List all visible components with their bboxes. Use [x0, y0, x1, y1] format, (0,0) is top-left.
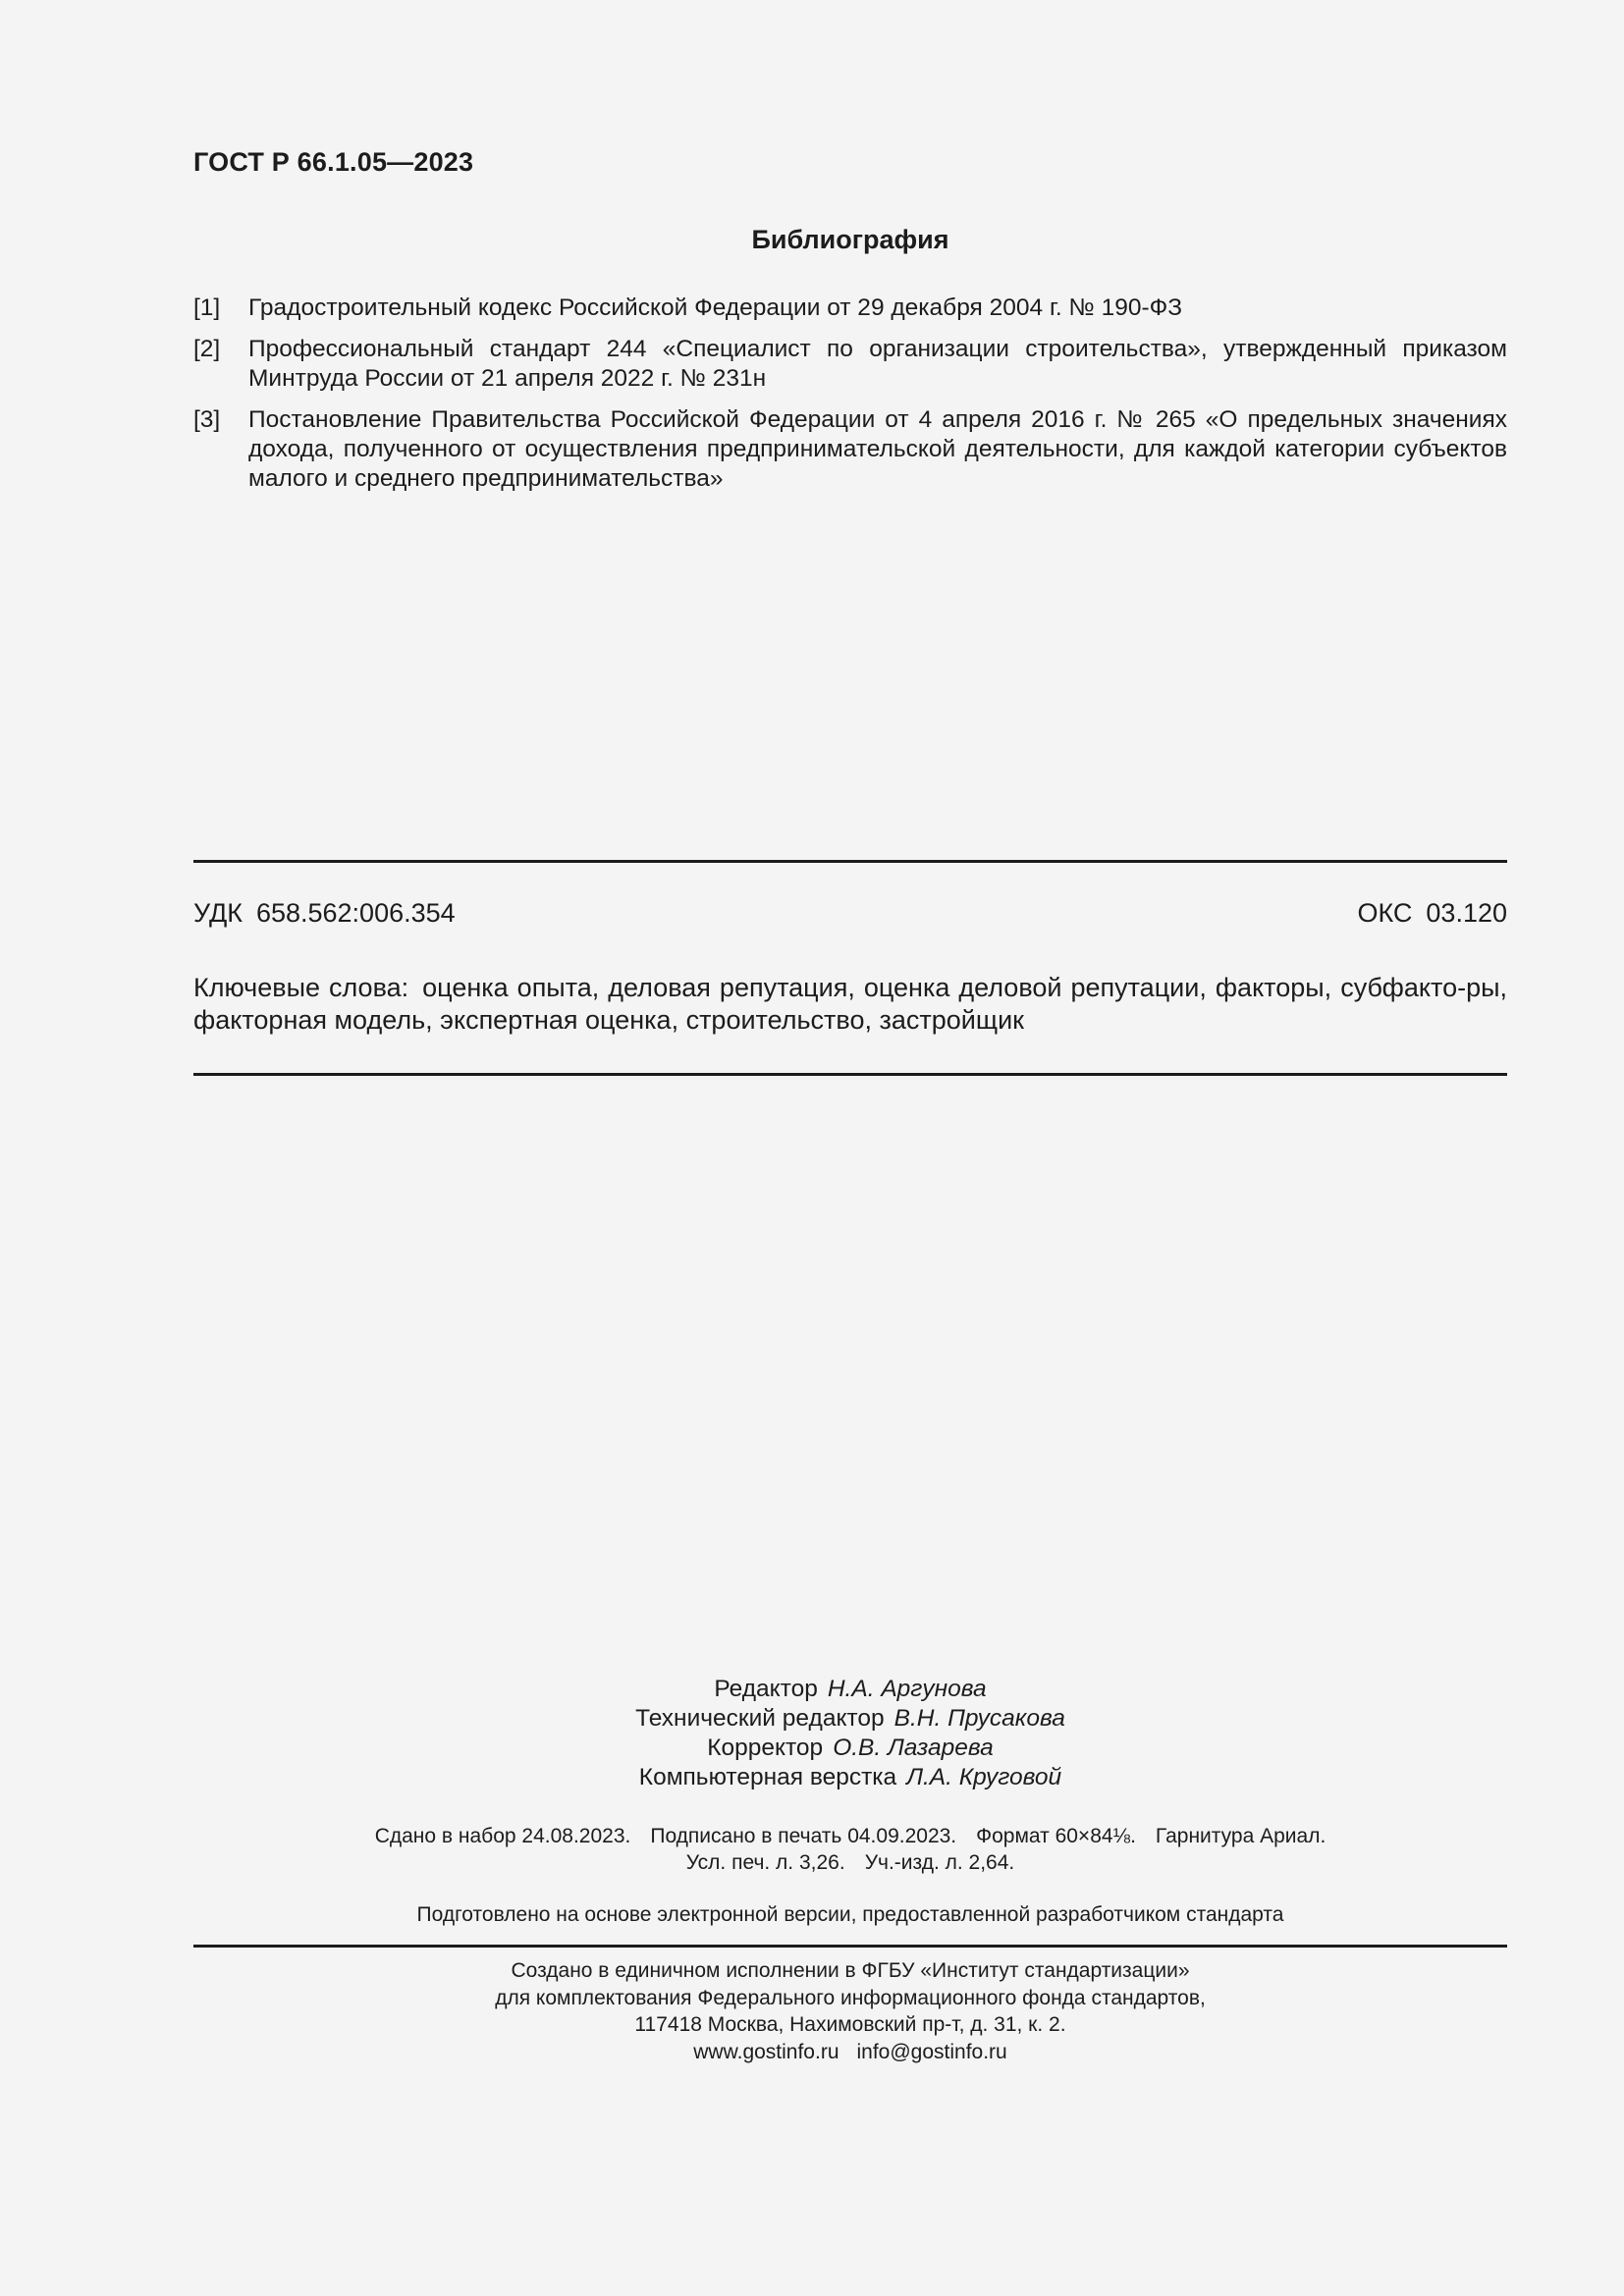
credit-role: Технический редактор — [635, 1705, 885, 1732]
credit-person: Л.А. Круговой — [906, 1764, 1062, 1790]
credit-person: О.В. Лазарева — [833, 1735, 994, 1761]
submitted-date: Сдано в набор 24.08.2023. — [374, 1825, 631, 1847]
print-info-line-2 — [193, 1849, 1507, 1876]
bibliography-item-number: [3] — [193, 406, 221, 433]
bibliography-item — [193, 335, 1507, 394]
credit-line — [193, 1704, 1507, 1734]
document-page — [193, 0, 1507, 2296]
prepared-note: Подготовлено на основе электронной версии, предоставленной разработчиком стандарта — [416, 1903, 1284, 1926]
bibliography-item-text: Профессиональный стандарт 244 «Специалист по организации строительства», утвержденный приказом Минтруда России от 21 апреля 2022 г. № 231н — [248, 336, 1507, 392]
publisher-line: Создано в единичном исполнении в ФГБУ «Институт стандартизации» — [511, 1959, 1190, 1982]
classification-row — [193, 898, 1507, 929]
oks-label: ОКС — [1357, 898, 1413, 928]
print-info-line-1 — [193, 1823, 1507, 1849]
udk-value: 658.562:006.354 — [255, 898, 456, 928]
keywords-label: Ключевые слова: — [193, 973, 409, 1002]
document-code: ГОСТ Р 66.1.05—2023 — [193, 147, 474, 177]
credit-role: Редактор — [714, 1676, 818, 1702]
bibliography-item-number: [2] — [193, 336, 221, 362]
credit-line — [193, 1763, 1507, 1792]
keywords-text: оценка опыта, деловая репутация, оценка деловой репутации, факторы, субфакто-ры, факторная модель, экспертная оценка, строительство, застройщик — [193, 973, 1507, 1035]
printed-sheets: Усл. печ. л. 3,26. — [685, 1851, 845, 1874]
bibliography-item-text: Градостроительный кодекс Российской Федерации от 29 декабря 2004 г. № 190-ФЗ — [248, 294, 1183, 321]
oks-block — [1357, 898, 1507, 929]
bibliography-item — [193, 405, 1507, 494]
credit-person: Н.А. Аргунова — [827, 1676, 987, 1702]
credits-block — [193, 1675, 1507, 1792]
publisher-contacts — [193, 2039, 1507, 2066]
bibliography-item — [193, 294, 1507, 323]
credit-role: Компьютерная верстка — [638, 1764, 897, 1790]
typeface: Гарнитура Ариал. — [1155, 1825, 1326, 1847]
credit-line — [193, 1675, 1507, 1704]
publisher-block — [193, 1957, 1507, 2065]
credit-role: Корректор — [707, 1735, 824, 1761]
divider-top — [193, 860, 1507, 863]
oks-value: 03.120 — [1426, 898, 1507, 928]
udk-block — [193, 898, 456, 929]
bibliography-item-text: Постановление Правительства Российской Федерации от 4 апреля 2016 г. № 265 «О предельных значениях дохода, полученного от осуществления предпринимательской деятельности, для каждой категории субъектов малого и среднего предпринимательства» — [248, 406, 1507, 492]
print-format: Формат 60×84⅛. — [976, 1825, 1136, 1847]
bibliography-item-number: [1] — [193, 294, 221, 321]
email-link[interactable]: info@gostinfo.ru — [856, 2040, 1007, 2063]
divider-middle — [193, 1073, 1507, 1076]
publisher-address: 117418 Москва, Нахимовский пр-т, д. 31, к. 2. — [634, 2013, 1066, 2036]
credit-line — [193, 1734, 1507, 1763]
keywords-block — [193, 972, 1507, 1037]
udk-label: УДК — [193, 898, 243, 928]
website-link[interactable]: www.gostinfo.ru — [693, 2040, 839, 2063]
divider-bottom — [193, 1945, 1507, 1948]
publishing-sheets: Уч.-изд. л. 2,64. — [864, 1851, 1015, 1874]
bibliography-heading: Библиография — [751, 225, 949, 254]
publisher-line: для комплектования Федерального информационного фонда стандартов, — [495, 1986, 1206, 2009]
credit-person: В.Н. Прусакова — [893, 1705, 1065, 1732]
signed-date: Подписано в печать 04.09.2023. — [650, 1825, 957, 1847]
bibliography-list — [193, 294, 1507, 506]
print-info — [193, 1823, 1507, 1876]
